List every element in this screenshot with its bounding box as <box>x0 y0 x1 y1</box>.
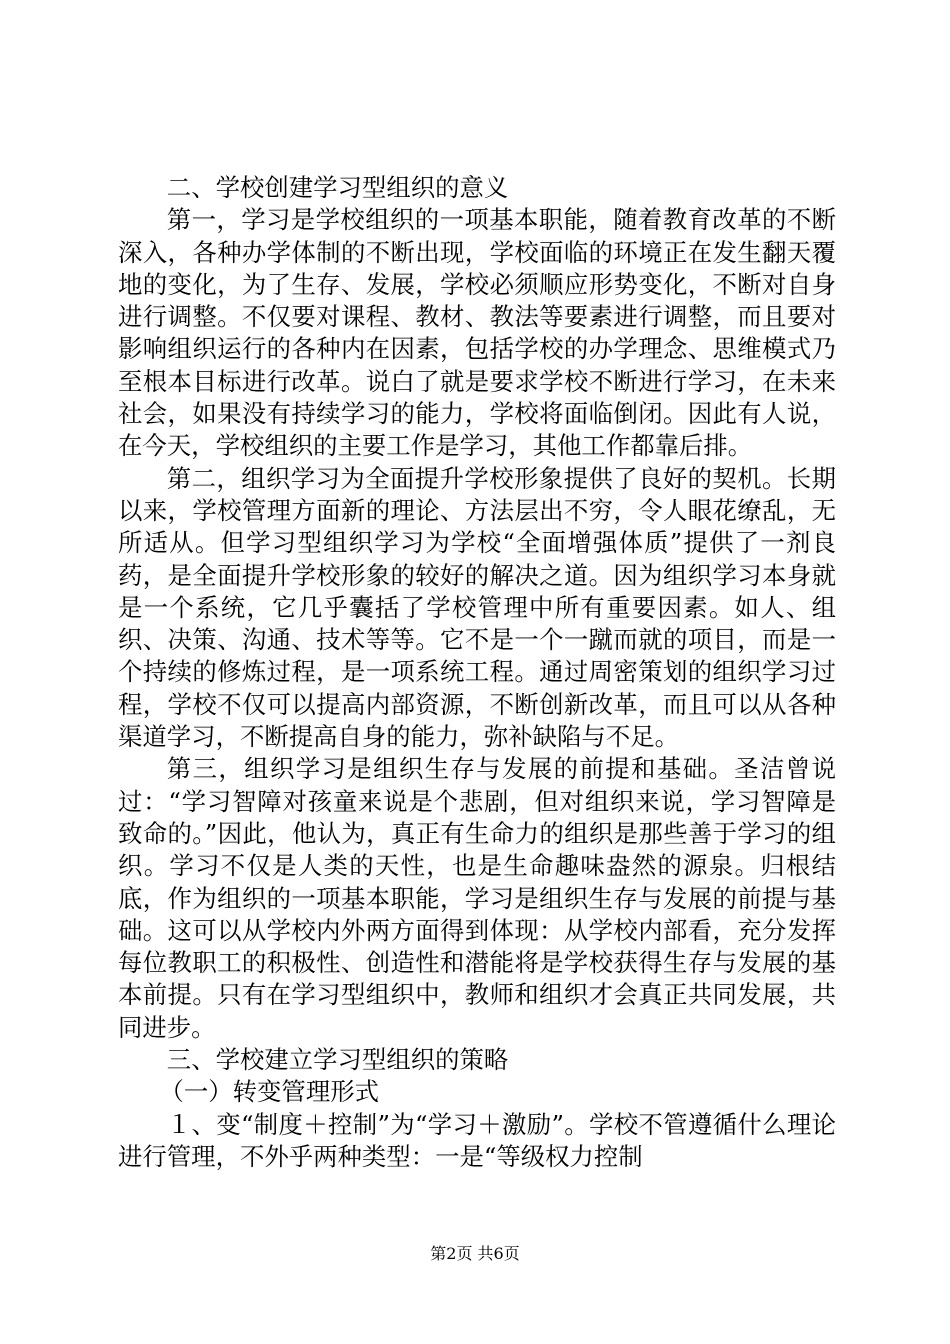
section-heading: 二、学校创建学习型组织的意义 <box>166 173 509 202</box>
page-total: 共6页 <box>477 1244 520 1263</box>
section-heading: 三、学校建立学习型组织的策略 <box>166 1045 509 1075</box>
page-footer <box>0 1244 950 1264</box>
paragraph: 第一，学习是学校组织的一项基本职能，随着教育改革的不断深入，各种办学体制的不断出现，学校面临的环境正在发生翻天覆地的变化，为了生存、发展，学校必须顺应形势变化，不断对自身进行调整。不仅要对课程、教材、教法等要素进行调整，而且要对影响组织运行的各种内在因素，包括学校的办学理念、思维模式乃至根本目标进行改革。说白了就是要求学校不断进行学习，在未来社会，如果没有持续学习的能力，学校将面临倒闭。因此有人说，在今天，学校组织的主要工作是学习，其他工作都靠后排。 <box>118 205 836 461</box>
paragraph: １、变“制度＋控制”为“学习＋激励”。学校不管遵循什么理论进行管理，不外乎两种类型：一是“等级权力控制 <box>118 1109 836 1171</box>
subsection-heading: （一）转变管理形式 <box>159 1077 379 1107</box>
document-body <box>118 172 836 1173</box>
paragraph: 第三，组织学习是组织生存与发展的前提和基础。圣洁曾说过：“学习智障对孩童来说是个悲剧，但对组织来说，学习智障是致命的。”因此，他认为，真正有生命力的组织是那些善于学习的组织。学习不仅是人类的天性，也是生命趣味盎然的源泉。归根结底，作为组织的一项基本职能，学习是组织生存与发展的前提与基础。这可以从学校内外两方面得到体现：从学校内部看，充分发挥每位教职工的积极性、创造性和潜能将是学校获得生存与发展的基本前提。只有在学习型组织中，教师和组织才会真正共同发展，共同进步。 <box>118 754 836 1042</box>
paragraph: 第二，组织学习为全面提升学校形象提供了良好的契机。长期以来，学校管理方面新的理论、方法层出不穷，令人眼花缭乱，无所适从。但学习型组织学习为学校“全面增强体质”提供了一剂良药，是全面提升学校形象的较好的解决之道。因为组织学习本身就是一个系统，它几乎囊括了学校管理中所有重要因素。如人、组织、决策、沟通、技术等等。它不是一个一蹴而就的项目，而是一个持续的修炼过程，是一项系统工程。通过周密策划的组织学习过程，学校不仅可以提高内部资源，不断创新改革，而且可以从各种渠道学习，不断提高自身的能力，弥补缺陷与不足。 <box>118 463 836 752</box>
page-number: 第2页 <box>430 1244 473 1263</box>
